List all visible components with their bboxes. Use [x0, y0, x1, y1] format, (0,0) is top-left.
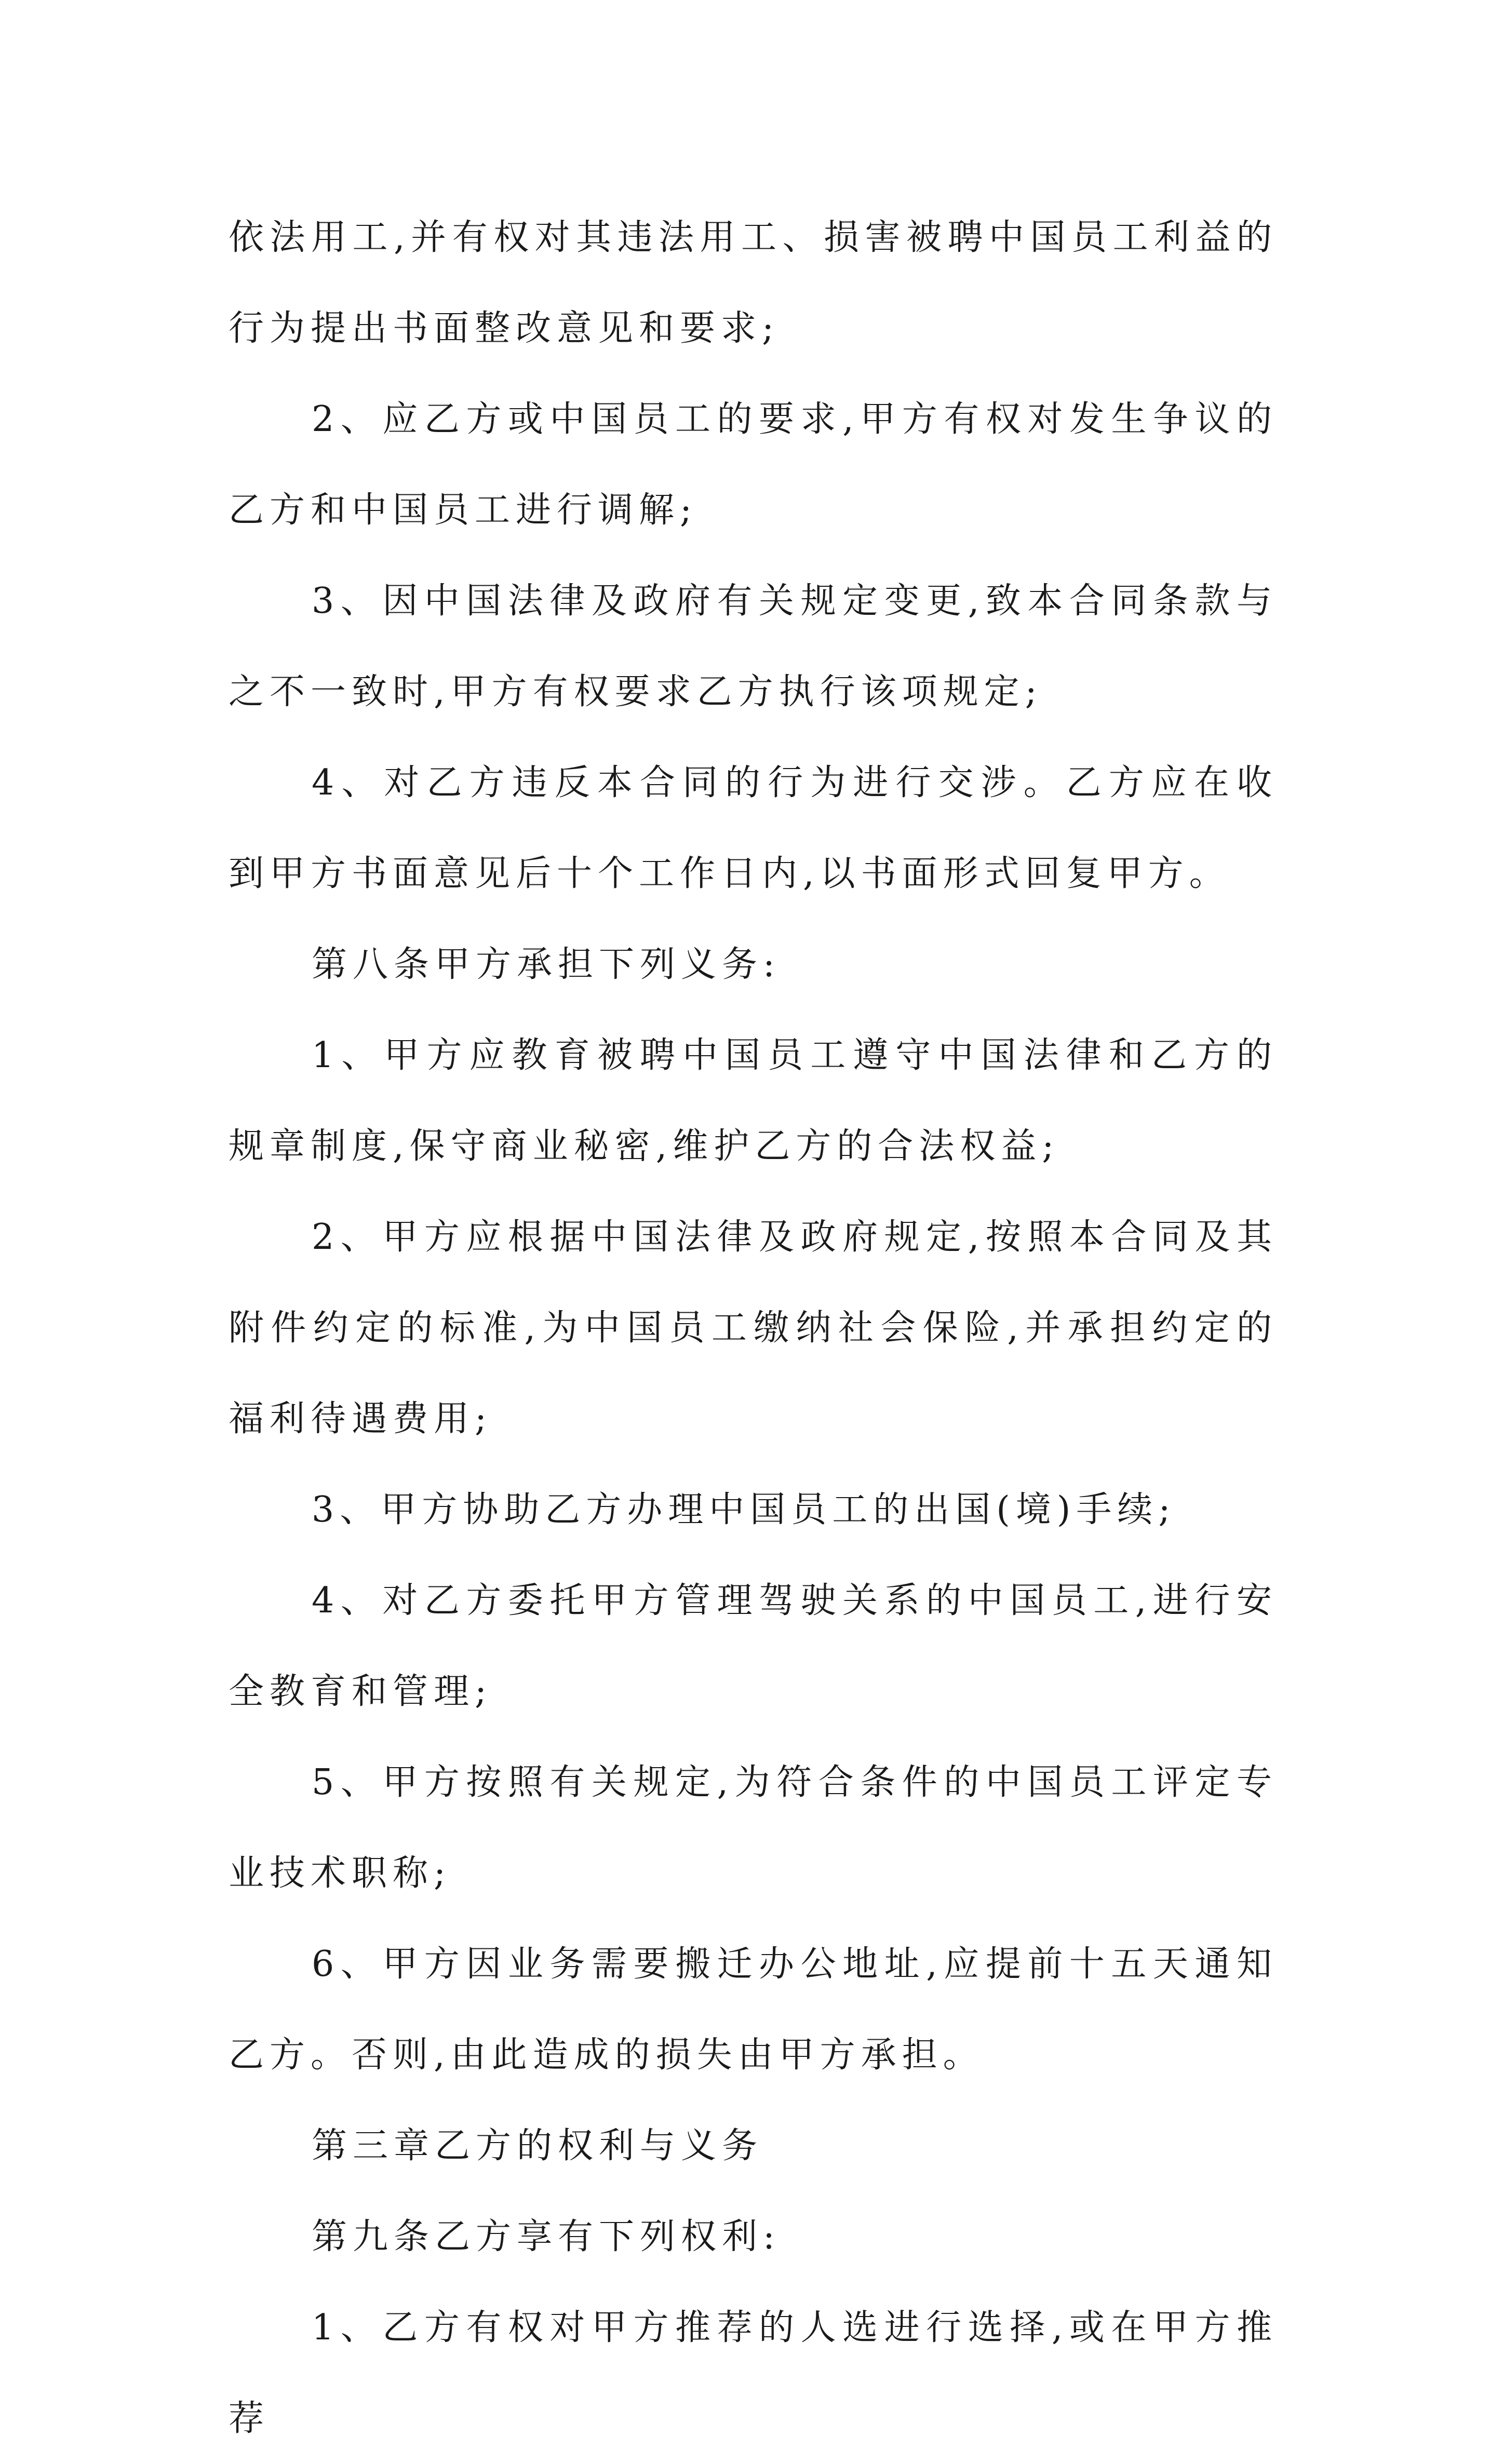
document-body — [229, 192, 1278, 2464]
paragraph-continuation: 依法用工,并有权对其违法用工、损害被聘中国员工利益的行为提出书面整改意见和要求; — [229, 217, 1278, 349]
paragraph-obligation-5: 5、甲方按照有关规定,为符合条件的中国员工评定专业技术职称; — [229, 1762, 1278, 1894]
paragraph-obligation-1: 1、甲方应教育被聘中国员工遵守中国法律和乙方的规章制度,保守商业秘密,维护乙方的合法权益; — [229, 1035, 1278, 1167]
article-8-heading: 第八条甲方承担下列义务: — [312, 944, 781, 985]
article-9-heading: 第九条乙方享有下列权利: — [312, 2216, 781, 2257]
paragraph-right-1: 1、乙方有权对甲方推荐的人选进行选择,或在甲方推荐 — [229, 2307, 1278, 2439]
paragraph-clause-4: 4、对乙方违反本合同的行为进行交涉。乙方应在收到甲方书面意见后十个工作日内,以书面形式回复甲方。 — [229, 762, 1278, 894]
paragraph-clause-3: 3、因中国法律及政府有关规定变更,致本合同条款与之不一致时,甲方有权要求乙方执行该项规定; — [229, 581, 1278, 712]
paragraph-obligation-4: 4、对乙方委托甲方管理驾驶关系的中国员工,进行安全教育和管理; — [229, 1580, 1278, 1712]
paragraph-clause-2: 2、应乙方或中国员工的要求,甲方有权对发生争议的乙方和中国员工进行调解; — [229, 399, 1278, 531]
paragraph-obligation-6: 6、甲方因业务需要搬迁办公地址,应提前十五天通知乙方。否则,由此造成的损失由甲方承担。 — [229, 1944, 1278, 2076]
chapter-3-heading: 第三章乙方的权利与义务 — [312, 2125, 763, 2166]
paragraph-obligation-2: 2、甲方应根据中国法律及政府规定,按照本合同及其附件约定的标准,为中国员工缴纳社会保险,并承担约定的福利待遇费用; — [229, 1217, 1278, 1439]
paragraph-obligation-3: 3、甲方协助乙方办理中国员工的出国(境)手续; — [312, 1489, 1176, 1530]
